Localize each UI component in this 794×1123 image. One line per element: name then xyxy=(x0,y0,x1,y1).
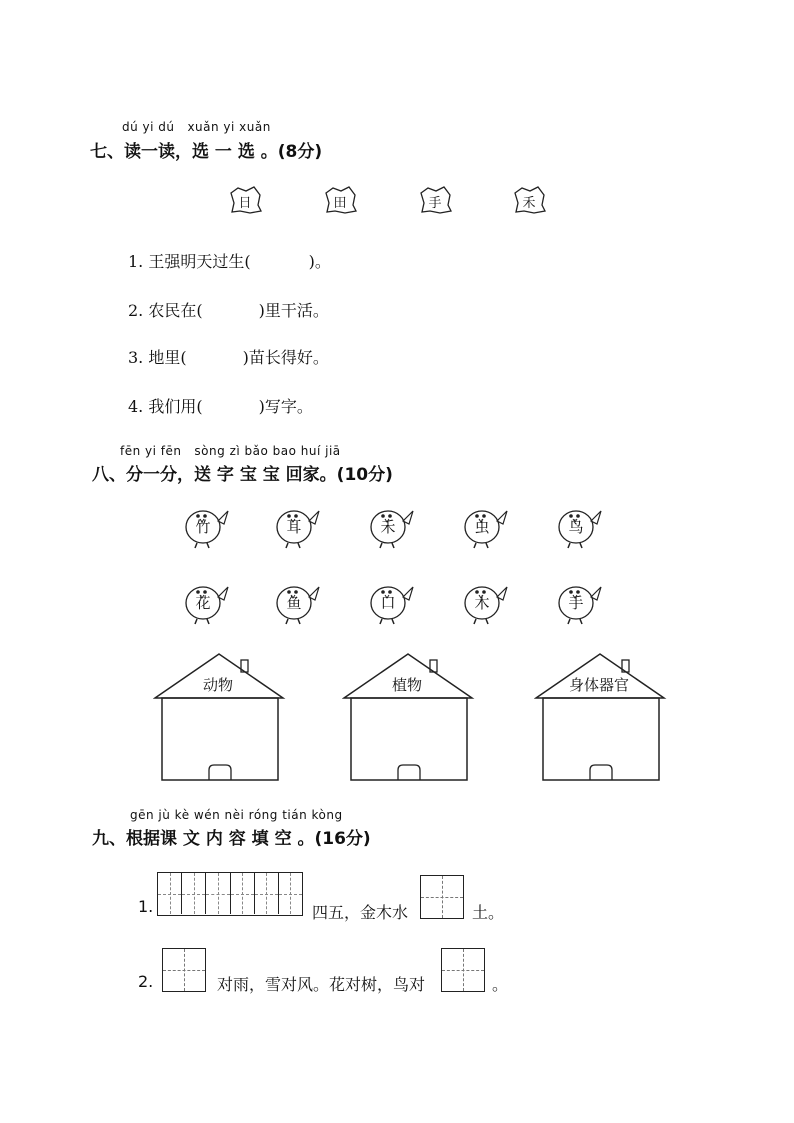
word-bird xyxy=(183,582,231,628)
grid-cell[interactable] xyxy=(182,873,206,914)
option-leaf xyxy=(512,185,546,215)
option-char: 手 xyxy=(428,196,442,211)
bird-char: 鱼 xyxy=(286,594,302,612)
word-bird xyxy=(274,506,322,552)
bird-char: 耳 xyxy=(286,518,302,536)
word-bird xyxy=(368,582,416,628)
option-leaf xyxy=(323,185,357,215)
grid-cell[interactable] xyxy=(255,873,279,914)
q1-answer-box[interactable] xyxy=(420,875,464,919)
word-bird xyxy=(556,506,604,552)
question-4: 4. 我们用( )写字。 xyxy=(128,397,313,416)
house-body-organs xyxy=(534,650,664,785)
grid-cell[interactable] xyxy=(158,873,182,914)
q2-answer-box-1[interactable] xyxy=(162,948,206,992)
question-3: 3. 地里( )苗长得好。 xyxy=(128,348,329,367)
q1-end: 土。 xyxy=(472,903,505,922)
grid-cell[interactable] xyxy=(279,873,302,914)
bird-char: 鸟 xyxy=(568,518,584,536)
bird-char: 虫 xyxy=(474,518,490,536)
word-bird xyxy=(462,582,510,628)
house-icon xyxy=(153,650,288,785)
section9-heading: 九、根据课 文 内 容 填 空 。(16分) xyxy=(92,829,371,849)
house-animals xyxy=(153,650,283,785)
q2-number: 2. xyxy=(138,972,154,991)
question-1: 1. 王强明天过生( )。 xyxy=(128,252,331,271)
option-leaf xyxy=(418,185,452,215)
word-bird xyxy=(368,506,416,552)
house-label: 动物 xyxy=(202,676,233,694)
bird-char: 口 xyxy=(380,594,396,612)
q2-end: 。 xyxy=(492,975,509,994)
bird-char: 竹 xyxy=(195,518,211,536)
section8-heading: 八、分一分，送 字 宝 宝 回家。(10分) xyxy=(92,465,393,485)
bird-char: 手 xyxy=(568,594,584,612)
q1-answer-grid[interactable] xyxy=(157,872,303,916)
option-leaf xyxy=(228,185,262,215)
section7-heading: 七、读一读，选 一 选 。(8分) xyxy=(90,142,323,162)
grid-cell[interactable] xyxy=(206,873,230,914)
word-bird xyxy=(556,582,604,628)
house-icon xyxy=(534,650,669,785)
q1-text: 四五，金木水 xyxy=(312,903,409,922)
bird-char: 禾 xyxy=(380,518,396,536)
section7-pinyin: dú yi dú xuǎn yi xuǎn xyxy=(122,120,271,134)
bird-char: 花 xyxy=(195,594,211,612)
bird-char: 木 xyxy=(474,594,490,612)
word-bird xyxy=(462,506,510,552)
option-char: 禾 xyxy=(522,196,536,211)
option-char: 田 xyxy=(333,196,347,211)
option-char: 日 xyxy=(238,196,252,211)
word-bird xyxy=(274,582,322,628)
house-label: 植物 xyxy=(391,676,422,694)
grid-cell[interactable] xyxy=(231,873,255,914)
house-plants xyxy=(342,650,472,785)
q1-number: 1. xyxy=(138,897,154,916)
q2-text: 对雨，雪对风。花对树，鸟对 xyxy=(217,975,426,994)
section9-pinyin: gēn jù kè wén nèi róng tián kòng xyxy=(130,808,343,822)
house-icon xyxy=(342,650,477,785)
word-bird xyxy=(183,506,231,552)
question-2: 2. 农民在( )里干活。 xyxy=(128,301,329,320)
q2-answer-box-2[interactable] xyxy=(441,948,485,992)
house-label: 身体器官 xyxy=(568,676,629,694)
section8-pinyin: fēn yi fēn sòng zì bǎo bao huí jiā xyxy=(120,444,341,458)
